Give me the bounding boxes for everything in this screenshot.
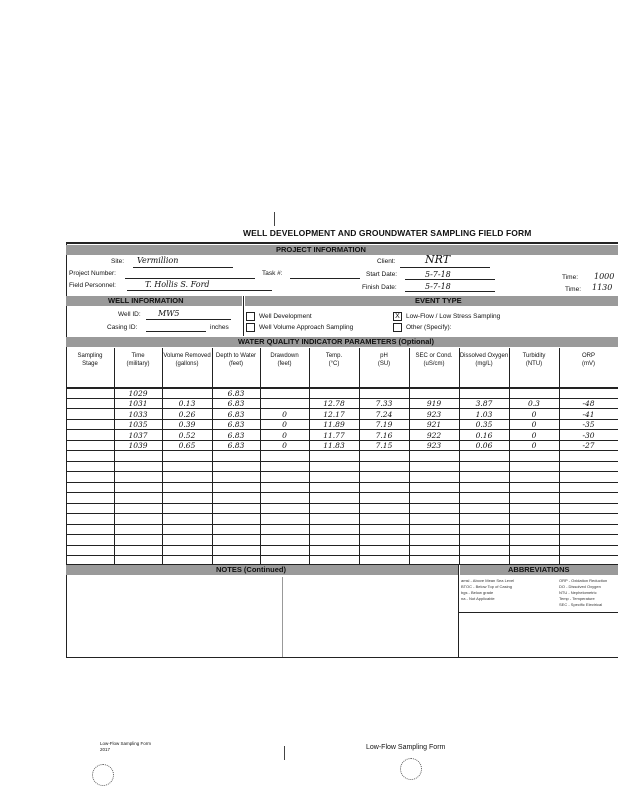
well-id-label: Well ID: [118, 311, 141, 318]
table-header-cell [309, 352, 359, 368]
table-header-cell [559, 352, 618, 368]
project-number-line [125, 278, 255, 279]
header-label: Volume Removed [163, 353, 211, 359]
frame-bottom [66, 657, 618, 658]
header-label: Turbidity [522, 353, 546, 359]
table-row-line [66, 503, 618, 504]
header-label: Depth to Water [215, 353, 257, 359]
table-cell: 921 [426, 420, 442, 429]
punch-hole-left [92, 764, 114, 786]
table-cell: 0 [282, 410, 287, 419]
time-value: 1000 [594, 272, 615, 281]
binder-mark-bottom [284, 746, 285, 760]
header-unit: (feet) [277, 361, 292, 367]
header-unit: (NTU) [525, 361, 543, 367]
table-cell: 11.77 [323, 431, 345, 440]
start-date-label: Start Date: [366, 271, 398, 278]
table-cell: 0.16 [475, 431, 493, 440]
table-row-line [66, 555, 618, 556]
table-column-line [459, 348, 460, 564]
abbreviation-item: BTOC - Below Top of Casing [461, 584, 512, 589]
table-cell: 0.65 [178, 441, 196, 450]
table-column-line [212, 348, 213, 564]
table-header-cell [409, 352, 459, 368]
project-band: PROJECT INFORMATION [66, 245, 618, 255]
table-column-line [509, 348, 510, 564]
header-label: pH [380, 353, 388, 359]
table-column-line [309, 348, 310, 564]
table-column-line [359, 348, 360, 564]
table-cell: 0.52 [178, 431, 196, 440]
low-flow-label: Low-Flow / Low Stress Sampling [406, 313, 501, 320]
notes-divider [458, 565, 459, 657]
client-line [400, 267, 490, 268]
notes-center-line [282, 577, 283, 657]
header-label: Dissolved Oxygen [459, 353, 509, 359]
frame-top [66, 242, 618, 244]
project-number-label: Project Number: [69, 270, 116, 277]
field-personnel-label: Field Personnel: [69, 282, 116, 289]
header-label: Time [131, 353, 145, 359]
table-column-line [409, 348, 410, 564]
table-header-cell [162, 352, 212, 368]
table-header-cell [359, 352, 409, 368]
abbreviation-item: bgs - Below grade [461, 590, 494, 595]
well-development-checkbox[interactable] [246, 312, 255, 321]
header-unit: (gallons) [175, 361, 199, 367]
casing-unit: inches [210, 324, 229, 331]
header-unit: (°C) [328, 361, 340, 367]
table-cell: -35 [582, 420, 595, 429]
table-cell: 922 [426, 431, 442, 440]
well-id-line [146, 319, 231, 320]
table-row-line [66, 482, 618, 483]
table-column-line [162, 348, 163, 564]
table-cell: 1029 [128, 389, 148, 398]
table-column-line [114, 348, 115, 564]
table-row-line [66, 534, 618, 535]
notes-band: NOTES (Continued) [66, 565, 458, 575]
punch-hole-right [400, 758, 422, 780]
table-column-line [260, 348, 261, 564]
table-row-line [66, 513, 618, 514]
footer-left: Low-Flow Sampling Form [100, 741, 152, 746]
table-cell: 7.16 [375, 431, 393, 440]
well-id-value: MW5 [158, 309, 180, 318]
site-line [133, 267, 233, 268]
well-volume-label: Well Volume Approach Sampling [259, 324, 354, 331]
table-header-cell [509, 352, 559, 368]
table-cell: 0 [531, 410, 537, 419]
table-cell: 3.87 [475, 399, 493, 408]
table-row-line [66, 545, 618, 546]
header-label: Temp. [325, 353, 343, 359]
header-label: SEC or Cond. [415, 353, 453, 359]
table-header-cell [459, 352, 509, 368]
finish-date-label: Finish Date: [362, 284, 397, 291]
casing-line [146, 331, 206, 332]
table-cell: 923 [426, 410, 442, 419]
other-checkbox[interactable] [393, 323, 402, 332]
table-row-line [66, 450, 618, 451]
water-quality-band: WATER QUALITY INDICATOR PARAMETERS (Optional) [66, 337, 618, 347]
table-cell: 0.06 [475, 441, 493, 450]
task-label: Task #: [262, 270, 283, 277]
field-personnel-line [127, 290, 272, 291]
header-label: Drawdown [270, 353, 299, 359]
table-row-line [66, 524, 618, 525]
event-band: EVENT TYPE [245, 296, 618, 306]
table-cell: 11.83 [323, 441, 345, 450]
table-cell: -48 [582, 399, 595, 408]
finish-date-line [405, 291, 495, 292]
table-cell: 6.83 [227, 431, 245, 440]
table-header-cell [114, 352, 162, 368]
abbreviation-item: ORP - Oxidation Reduction [559, 578, 608, 583]
time-label: Time: [562, 274, 579, 281]
table-row-line [66, 429, 618, 430]
abbreviation-item: SEC - Specific Electrical [559, 602, 603, 607]
table-header-cell [260, 352, 309, 368]
table-cell: 1037 [128, 431, 148, 440]
abbreviations-band: ABBREVIATIONS [460, 565, 618, 575]
table-row-line [66, 408, 618, 409]
table-cell: 7.33 [375, 399, 393, 408]
table-cell: 6.83 [227, 410, 245, 419]
finish-date-value: 5-7-18 [425, 282, 451, 291]
abbreviation-item: DO - Dissolved Oxygen [559, 584, 601, 589]
field-personnel-value: T. Hollis S. Ford [145, 280, 210, 289]
table-header-cell [66, 352, 114, 368]
table-cell: 0 [282, 441, 287, 450]
table-cell: 7.24 [375, 410, 393, 419]
start-date-line [405, 279, 495, 280]
client-value: NRT [425, 253, 451, 266]
start-date-value: 5-7-18 [425, 270, 451, 279]
table-row-line [66, 461, 618, 462]
table-cell: 12.78 [323, 399, 345, 408]
table-cell: 0 [282, 420, 287, 429]
other-label: Other (Specify): [406, 324, 452, 331]
table-cell: 0.26 [178, 410, 196, 419]
abbreviation-item: na - Not Applicable [461, 596, 495, 601]
table-cell: 11.89 [323, 420, 345, 429]
table-cell: -41 [582, 410, 595, 419]
well-band: WELL INFORMATION [66, 296, 242, 306]
table-cell: -27 [582, 441, 595, 450]
table-cell: 923 [426, 441, 442, 450]
table-cell: 7.19 [375, 420, 393, 429]
header-unit: (mV) [582, 361, 595, 367]
table-row-line [66, 471, 618, 472]
site-value: Vermillion [137, 256, 179, 265]
low-flow-checkbox[interactable]: X [393, 312, 402, 321]
table-column-line [66, 348, 67, 564]
abbreviation-item: NTU - Nephelometric [559, 590, 597, 595]
footer-left-2: 2017 [100, 747, 111, 752]
abbreviation-item: amsl - Above Mean Sea Level [461, 578, 515, 583]
table-cell: 0.3 [528, 399, 540, 408]
client-label: Client: [377, 258, 396, 265]
table-cell: 7.15 [375, 441, 393, 450]
header-unit: (mg/L) [475, 361, 493, 367]
header-unit: (military) [126, 361, 150, 367]
abbr-bottom-line [458, 612, 618, 613]
table-cell: 0.39 [178, 420, 196, 429]
table-cell: 0 [531, 441, 537, 450]
table-header-cell [212, 352, 260, 368]
table-column-line [559, 348, 560, 564]
table-cell: 1031 [128, 399, 148, 408]
header-unit: (uS/cm) [423, 361, 445, 367]
well-event-divider [243, 296, 244, 336]
table-row-line [66, 492, 618, 493]
table-cell: 0.13 [178, 399, 196, 408]
table-cell: -30 [582, 431, 595, 440]
table-cell: 1039 [128, 441, 148, 450]
table-cell: 6.83 [227, 441, 245, 450]
table-cell: 12.17 [323, 410, 345, 419]
abbreviation-item: Temp - Temperature [559, 596, 595, 601]
table-cell: 0.35 [475, 420, 493, 429]
task-line [290, 278, 360, 279]
header-unit: (SU) [377, 361, 391, 367]
table-cell: 1033 [128, 410, 148, 419]
table-cell: 1.03 [475, 410, 493, 419]
time2-value: 1130 [592, 283, 613, 292]
casing-label: Casing ID: [107, 324, 138, 331]
site-label: Site: [111, 258, 125, 265]
table-cell: 919 [426, 399, 442, 408]
header-label: Sampling [77, 353, 103, 359]
table-cell: 0 [531, 420, 537, 429]
well-volume-checkbox[interactable] [246, 323, 255, 332]
well-development-label: Well Development [259, 313, 312, 320]
header-unit: Stage [82, 361, 98, 367]
table-cell: 6.83 [227, 420, 245, 429]
time2-label: Time: [565, 286, 582, 293]
header-label: ORP [581, 353, 595, 359]
table-cell: 1035 [128, 420, 148, 429]
table-cell: 6.83 [227, 399, 245, 408]
footer-center: Low-Flow Sampling Form [366, 744, 446, 751]
table-cell: 6.83 [227, 389, 245, 398]
header-unit: (feet) [228, 361, 243, 367]
form-title: WELL DEVELOPMENT AND GROUNDWATER SAMPLING FIELD FORM [243, 228, 532, 238]
table-cell: 0 [282, 431, 287, 440]
table-cell: 0 [531, 431, 537, 440]
binder-mark [274, 212, 275, 226]
